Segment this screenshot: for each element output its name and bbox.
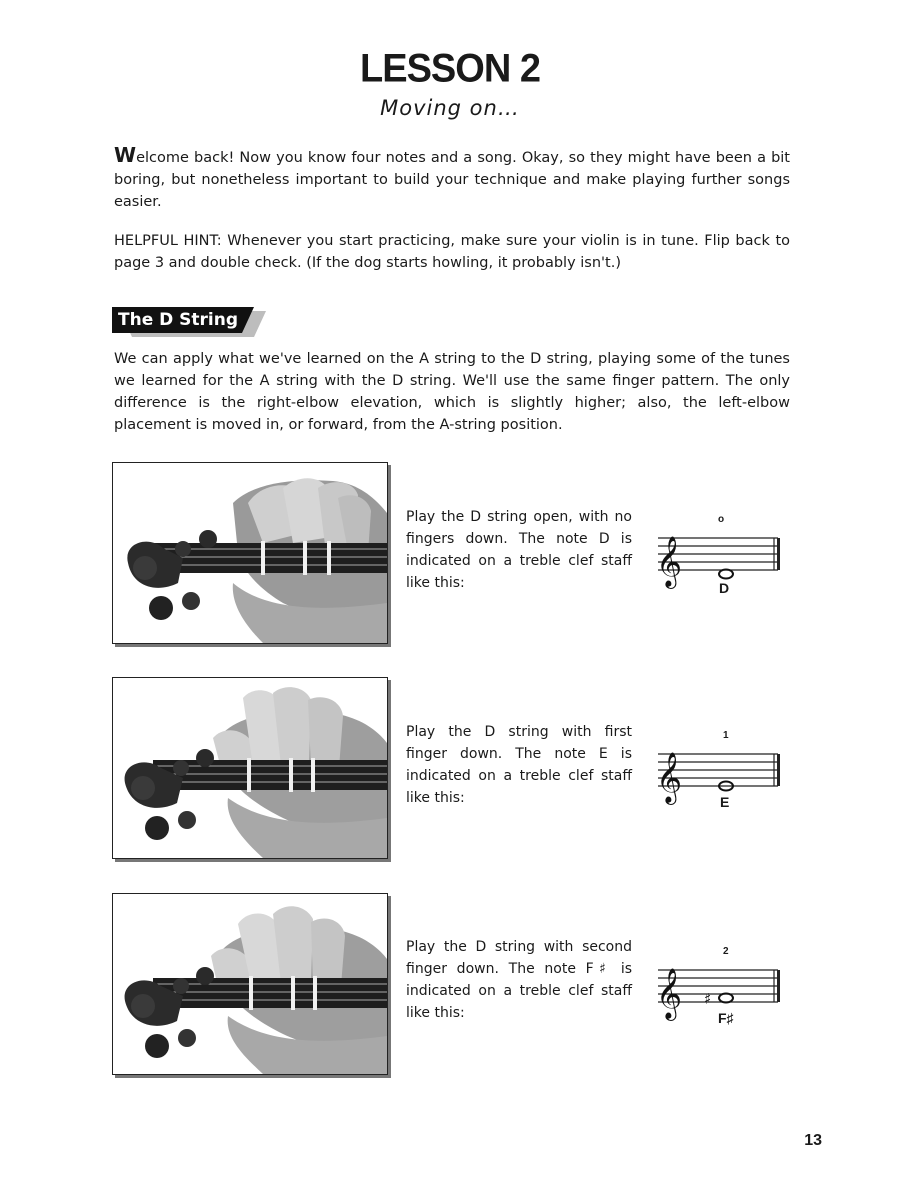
svg-text:♯: ♯ [704, 990, 712, 1008]
drop-cap: W [114, 143, 137, 167]
violin-photo-first-finger [112, 677, 388, 859]
svg-text:𝄞: 𝄞 [656, 752, 683, 803]
staff-note-f-sharp [652, 946, 784, 1026]
svg-text:𝄞: 𝄞 [656, 968, 683, 1019]
intro-text: elcome back! Now you know four notes and a song. Okay, so they might have been a bit boring, but nonetheless important to build your technique and make playing further songs easier. [114, 150, 790, 210]
section-heading [112, 307, 266, 337]
svg-text:𝄞: 𝄞 [656, 536, 683, 587]
fingering-mark: o [718, 514, 725, 525]
section-body: We can apply what we've learned on the A string to the D string, playing some of the tunes we learned for the A string with the D string. We'll use the same finger pattern. The only difference is the right-elbow elevation, which is slightly higher; also, the left-elbow placement is moved in, or forward, from the A-string position. [114, 351, 790, 433]
page-title: LESSON 2 [360, 46, 540, 92]
fingering-mark: 2 [723, 946, 729, 957]
note-name: E [720, 794, 730, 810]
intro-paragraph [114, 144, 790, 213]
page-subtitle: Moving on… [380, 96, 520, 120]
section-title: The D String [118, 310, 239, 330]
note-name: F♯ [718, 1010, 734, 1026]
staff-note-d [652, 514, 784, 596]
step-1-description: Play the D string open, with no fingers down. The note D is indicated on a treble clef staff like this: [406, 509, 632, 591]
helpful-hint: HELPFUL HINT: Whenever you start practicing, make sure your violin is in tune. Flip back to page 3 and double check. (If the dog starts howling, it probably isn't.) [114, 233, 790, 271]
step-3-description: Play the D string with second finger down. The note F♯ is indicated on a treble clef staff like this: [406, 939, 632, 1021]
violin-photo-open-d [112, 462, 388, 644]
staff-note-e [652, 730, 784, 810]
step-2-description: Play the D string with first finger down. The note E is indicated on a treble clef staff like this: [406, 724, 632, 806]
note-name: D [719, 580, 730, 596]
page-number: 13 [804, 1132, 822, 1149]
violin-photo-second-finger [112, 893, 388, 1075]
fingering-mark: 1 [723, 730, 729, 741]
